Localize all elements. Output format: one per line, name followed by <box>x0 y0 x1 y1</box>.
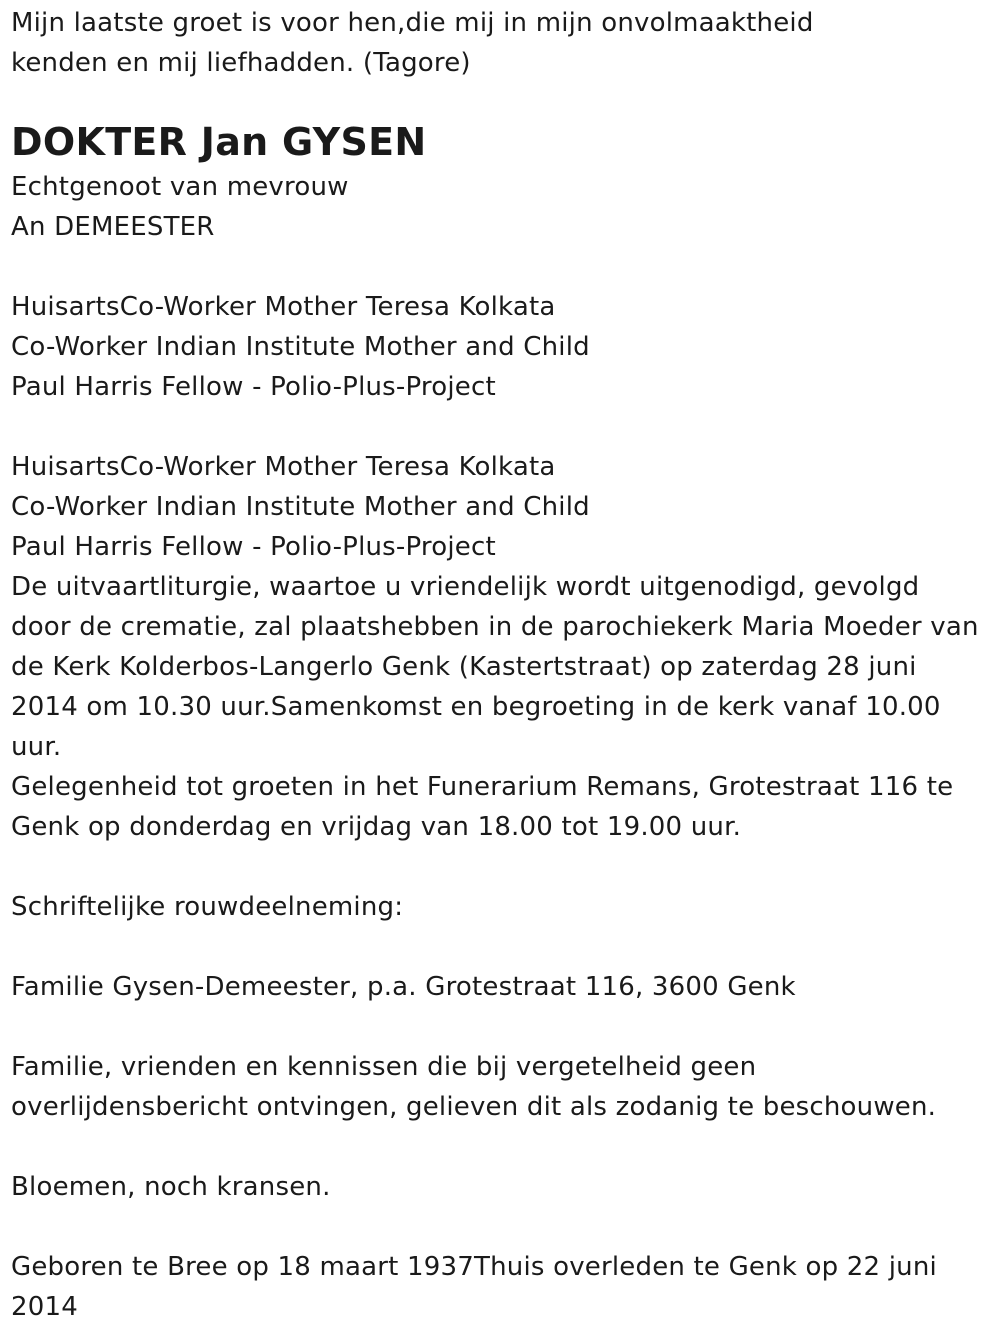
notice-line: Familie, vrienden en kennissen die bij vergetelheid geen <box>11 1052 757 1082</box>
deceased-name: DOKTER Jan GYSEN <box>11 120 427 164</box>
title-line: Co-Worker Indian Institute Mother and Child <box>11 332 590 362</box>
ceremony-line: 2014 om 10.30 uur.Samenkomst en begroeting in de kerk vanaf 10.00 <box>11 692 941 722</box>
condolence-heading: Schriftelijke rouwdeelneming: <box>11 892 404 922</box>
spacer <box>11 1127 1000 1167</box>
titles-block-1 <box>11 287 1000 407</box>
spacer <box>11 407 1000 447</box>
title-line: Paul Harris Fellow - Polio-Plus-Project <box>11 532 496 562</box>
quote-line: Mijn laatste groet is voor hen,die mij in mijn onvolmaaktheid <box>11 8 814 38</box>
birth-death-line: Geboren te Bree op 18 maart 1937Thuis overleden te Genk op 22 juni <box>11 1252 937 1282</box>
tagore-quote <box>11 0 1000 83</box>
spacer <box>11 247 1000 287</box>
ceremony-info <box>11 567 1000 767</box>
spacer <box>11 847 1000 887</box>
condolence-address: Familie Gysen-Demeester, p.a. Grotestraat 116, 3600 Genk <box>11 972 796 1002</box>
flowers-note: Bloemen, noch kransen. <box>11 1172 331 1202</box>
birth-death-info <box>11 1247 1000 1327</box>
ceremony-line: De uitvaartliturgie, waartoe u vriendelijk wordt uitgenodigd, gevolgd <box>11 572 920 602</box>
titles-block-2 <box>11 447 1000 567</box>
visitation-line: Gelegenheid tot groeten in het Funerarium Remans, Grotestraat 116 te <box>11 772 954 802</box>
spouse-line: An DEMEESTER <box>11 212 215 242</box>
ceremony-line: uur. <box>11 732 62 762</box>
title-line: HuisartsCo-Worker Mother Teresa Kolkata <box>11 292 556 322</box>
visitation-info <box>11 767 1000 847</box>
title-line: HuisartsCo-Worker Mother Teresa Kolkata <box>11 452 556 482</box>
visitation-line: Genk op donderdag en vrijdag van 18.00 tot 19.00 uur. <box>11 812 742 842</box>
title-line: Co-Worker Indian Institute Mother and Child <box>11 492 590 522</box>
title-line: Paul Harris Fellow - Polio-Plus-Project <box>11 372 496 402</box>
ceremony-line: de Kerk Kolderbos-Langerlo Genk (Kastertstraat) op zaterdag 28 juni <box>11 652 917 682</box>
spouse-line: Echtgenoot van mevrouw <box>11 172 349 202</box>
spacer <box>11 1207 1000 1247</box>
birth-death-line: 2014 <box>11 1292 78 1322</box>
notice-line: overlijdensbericht ontvingen, gelieven dit als zodanig te beschouwen. <box>11 1092 937 1122</box>
ceremony-line: door de crematie, zal plaatshebben in de parochiekerk Maria Moeder van <box>11 612 979 642</box>
notice-info <box>11 1047 1000 1127</box>
spacer <box>11 927 1000 967</box>
spacer <box>11 1007 1000 1047</box>
spouse-info <box>11 167 1000 247</box>
quote-line: kenden en mij liefhadden. (Tagore) <box>11 48 471 78</box>
